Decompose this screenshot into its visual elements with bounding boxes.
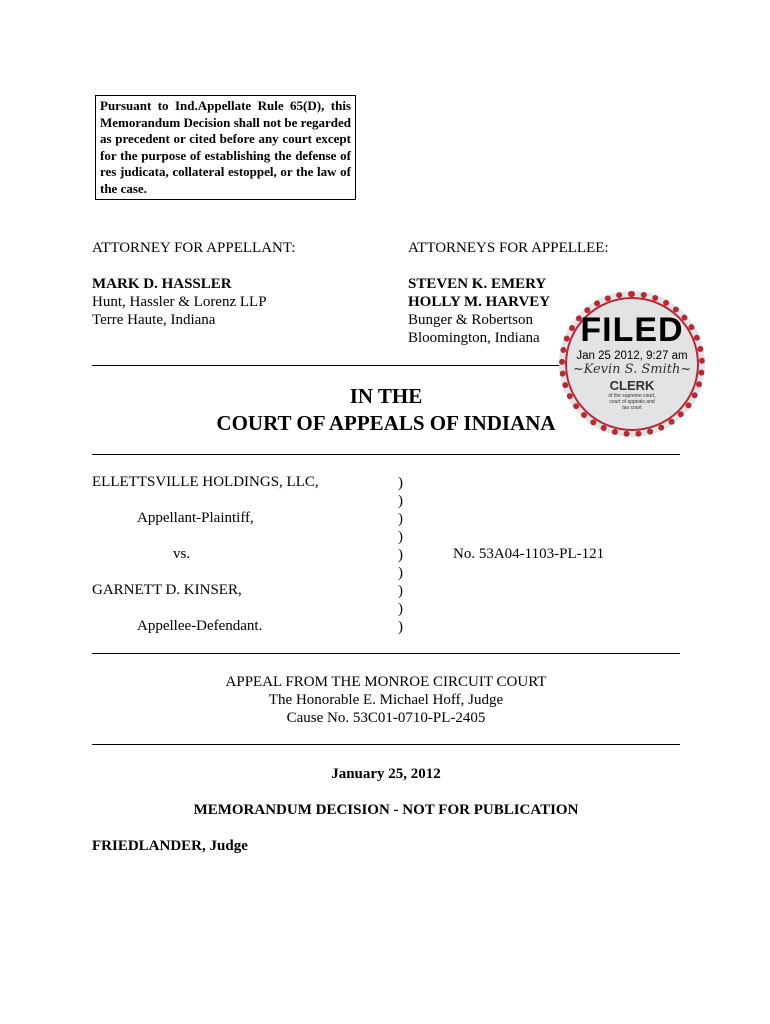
stamp-filed: FILED	[580, 311, 684, 349]
trial-judge: The Honorable E. Michael Hoff, Judge	[268, 692, 504, 708]
caption-parentheses: ) ) ) ) ) ) ) ) )	[398, 475, 403, 635]
decision-date: January 25, 2012	[331, 766, 441, 782]
stamp-date: Jan 25 2012, 9:27 am	[576, 350, 688, 362]
court-title-1: IN THE	[349, 384, 423, 408]
appellee-firm: Bunger & Robertson	[408, 312, 533, 328]
appellee-city: Bloomington, Indiana	[408, 330, 540, 346]
clerk-signature: ~Kevin S. Smith~	[572, 362, 692, 377]
case-number: No. 53A04-1103-PL-121	[453, 546, 605, 562]
divider	[92, 744, 680, 745]
rule-notice-box: Pursuant to Ind.Appellate Rule 65(D), this Memorandum Decision shall not be regarded as precedent or cited before any court except for the purpose of establishing the defense of res judicata, collateral estoppel, or the law of the case.	[95, 95, 356, 200]
appellant-party: ELLETTSVILLE HOLDINGS, LLC,	[92, 474, 319, 490]
stamp-clerk: CLERK	[609, 378, 655, 393]
appellee-attorney-1: STEVEN K. EMERY	[408, 276, 547, 292]
decision-type: MEMORANDUM DECISION - NOT FOR PUBLICATION	[193, 802, 579, 818]
appellant-attorney: MARK D. HASSLER	[92, 276, 232, 292]
stamp-sub: of the supreme court, court of appeals and tax court	[608, 393, 656, 411]
appeal-from: APPEAL FROM THE MONROE CIRCUIT COURT	[225, 674, 547, 690]
court-title-2: COURT OF APPEALS OF INDIANA	[216, 411, 556, 435]
appellant-firm: Hunt, Hassler & Lorenz LLP	[92, 294, 267, 310]
divider	[92, 365, 562, 366]
divider	[92, 653, 680, 654]
appellee-party: GARNETT D. KINSER,	[92, 582, 242, 598]
appellant-heading: ATTORNEY FOR APPELLANT:	[92, 240, 296, 256]
appellee-attorney-2: HOLLY M. HARVEY	[408, 294, 551, 310]
versus: vs.	[173, 546, 191, 562]
authoring-judge: FRIEDLANDER, Judge	[92, 838, 248, 854]
cause-number: Cause No. 53C01-0710-PL-2405	[286, 710, 486, 726]
appellee-role: Appellee-Defendant.	[137, 618, 263, 634]
appellant-role: Appellant-Plaintiff,	[137, 510, 254, 526]
appellant-city: Terre Haute, Indiana	[92, 312, 216, 328]
filed-stamp	[559, 291, 705, 437]
divider	[92, 454, 680, 455]
appellee-heading: ATTORNEYS FOR APPELLEE:	[408, 240, 609, 256]
